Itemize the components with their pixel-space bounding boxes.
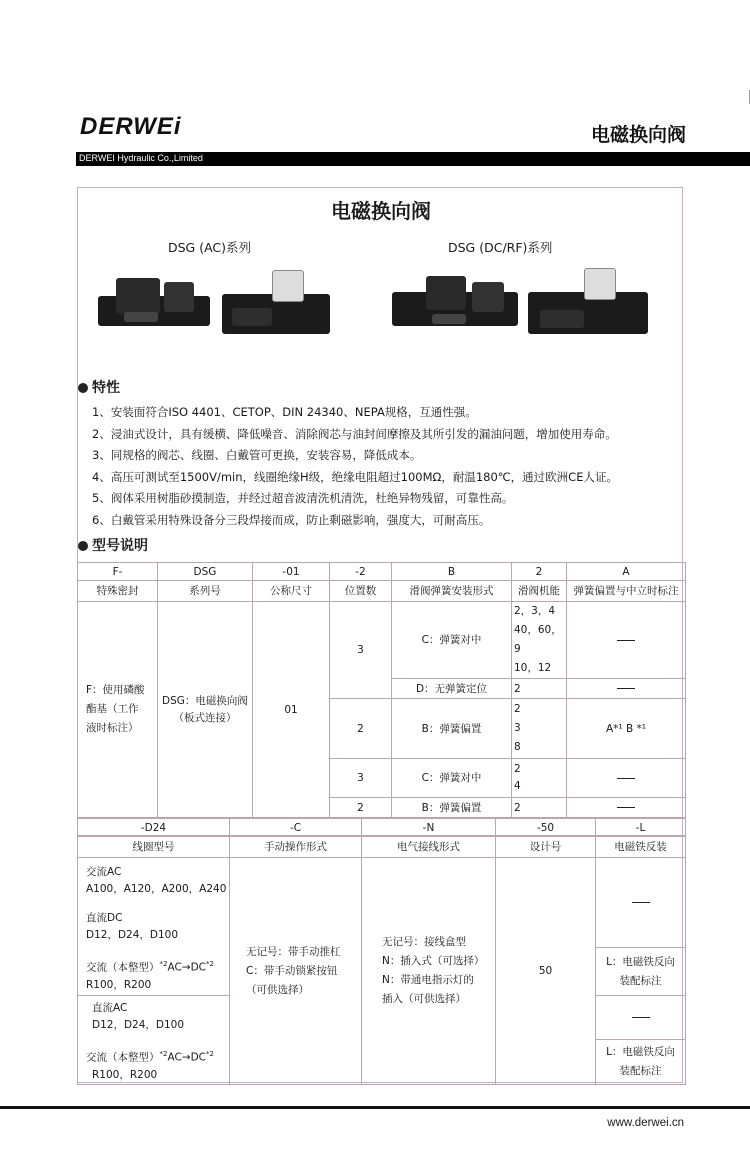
reverse-cell bbox=[596, 996, 686, 1040]
manual-cell: 无记号：带手动推杠 C：带手动锁紧按钮 （可供选择） bbox=[230, 858, 362, 1085]
code-cell: -D24 bbox=[78, 819, 230, 837]
feature-item: 5、阀体采用树脂砂摸制造，并经过超音波清洗机清洗，杜绝异物残留，可靠性高。 bbox=[92, 491, 514, 505]
feature-item: 2、浸油式设计，具有缓横、降低噪音、消除阀芯与油封间摩擦及其所引发的漏油问题，增加使用寿命。 bbox=[92, 426, 617, 441]
feature-item: 4、高压可测试至1500V/min，线圈绝缘H级，绝缘电阻超过100MΩ，耐温180℃，通过欧洲CE人证。 bbox=[92, 469, 618, 484]
header-cell: 电气接线形式 bbox=[362, 837, 496, 858]
company-name: DERWEI Hydraulic Co.,Limited bbox=[79, 153, 203, 163]
spring-cell: C：弹簧对中 bbox=[392, 602, 512, 679]
electric-cell: 无记号：接线盒型 N：插入式（可选择） N：带通电指示灯的 插入（可供选择） bbox=[362, 858, 496, 1085]
table-row bbox=[78, 602, 686, 679]
spring-cell: B：弹簧偏置 bbox=[392, 798, 512, 818]
feature-item: 3、同规格的阀芯、线圈、白戴管可更换，安装容易，降低成本。 bbox=[92, 448, 422, 462]
header-title: 电磁换向阀 bbox=[590, 124, 686, 146]
table-row bbox=[78, 858, 686, 948]
code-cell: -50 bbox=[496, 819, 596, 837]
position-cell: 2 bbox=[330, 699, 392, 759]
header-cell: 特殊密封 bbox=[78, 581, 158, 602]
footer-divider bbox=[0, 1106, 750, 1109]
function-cell: 2 3 8 bbox=[512, 699, 567, 759]
header-cell: 手动操作形式 bbox=[230, 837, 362, 858]
header-cell: 滑阀弹簧安装形式 bbox=[392, 581, 512, 602]
mark-cell bbox=[567, 759, 686, 798]
mark-cell: A*¹ B *¹ bbox=[567, 699, 686, 759]
feature-item: 6、白戴管采用特殊设备分三段焊接而成，防止剩磁影响，强度大，可耐高压。 bbox=[92, 512, 491, 527]
table-row bbox=[78, 837, 686, 858]
series-cell: DSG：电磁换向阀 （板式连接） bbox=[158, 602, 253, 818]
reverse-cell: L：电磁铁反向 装配标注 bbox=[596, 948, 686, 996]
spring-cell: B：弹簧偏置 bbox=[392, 699, 512, 759]
features-list bbox=[92, 402, 618, 531]
bullet-icon bbox=[78, 541, 88, 551]
model-table-2 bbox=[77, 818, 686, 1085]
header-cell: 系列号 bbox=[158, 581, 253, 602]
valve-photo-dc-2 bbox=[528, 268, 648, 344]
design-cell: 50 bbox=[496, 858, 596, 1085]
table-row bbox=[78, 563, 686, 581]
function-cell: 2 bbox=[512, 798, 567, 818]
footer-url[interactable]: www.derwei.cn bbox=[607, 1117, 684, 1129]
model-heading: 型号说明 bbox=[78, 535, 148, 555]
series-label-ac: DSG (AC)系列 bbox=[168, 240, 252, 255]
function-cell: 2，3，4 40，60，9 10，12 bbox=[512, 602, 567, 679]
header-cell: 弹簧偏置与中立时标注 bbox=[567, 581, 686, 602]
coil-cell-2: 直流AC D12，D24，D100 交流（本整型）$^{*2}AC\to DC^{*2}$ R100，R200 bbox=[78, 996, 230, 1085]
header-cell: 设计号 bbox=[496, 837, 596, 858]
mark-cell bbox=[567, 679, 686, 699]
position-cell: 2 bbox=[330, 798, 392, 818]
header-cell: 公称尺寸 bbox=[253, 581, 330, 602]
company-logo: DERWEi bbox=[80, 113, 182, 140]
code-cell: -2 bbox=[330, 563, 392, 581]
position-cell: 3 bbox=[330, 759, 392, 798]
header-cell: 线圈型号 bbox=[78, 837, 230, 858]
code-cell: F- bbox=[78, 563, 158, 581]
reverse-cell bbox=[596, 858, 686, 948]
code-cell: -L bbox=[596, 819, 686, 837]
spring-cell: C：弹簧对中 bbox=[392, 759, 512, 798]
code-cell: A bbox=[567, 563, 686, 581]
header-cell: 电磁铁反装 bbox=[596, 837, 686, 858]
model-table-1 bbox=[77, 562, 686, 836]
spring-cell: D：无弹簧定位 bbox=[392, 679, 512, 699]
valve-photo-ac-2 bbox=[222, 268, 330, 344]
position-cell: 3 bbox=[330, 602, 392, 699]
series-label-dc: DSG (DC/RF)系列 bbox=[448, 240, 553, 255]
features-heading: 特性 bbox=[78, 377, 120, 397]
code-cell: -01 bbox=[253, 563, 330, 581]
bullet-icon bbox=[78, 383, 88, 393]
table-row bbox=[78, 581, 686, 602]
function-cell: 2 4 bbox=[512, 759, 567, 798]
code-cell: 2 bbox=[512, 563, 567, 581]
function-cell: 2 bbox=[512, 679, 567, 699]
valve-photo-ac-1 bbox=[98, 268, 210, 338]
mark-cell bbox=[567, 798, 686, 818]
header-cell: 滑阀机能 bbox=[512, 581, 567, 602]
code-cell: -N bbox=[362, 819, 496, 837]
reverse-cell: L：电磁铁反向 装配标注 bbox=[596, 1040, 686, 1085]
code-cell: DSG bbox=[158, 563, 253, 581]
code-cell: -C bbox=[230, 819, 362, 837]
code-cell: B bbox=[392, 563, 512, 581]
header-cell: 位置数 bbox=[330, 581, 392, 602]
table-row bbox=[78, 819, 686, 837]
valve-photo-dc-1 bbox=[392, 272, 518, 336]
coil-cell-1: 交流AC A100，A120，A200，A240 直流DC D12，D24，D100 交流（本整型）$^{*2}AC\to DC^{*2}$ R100，R200 bbox=[78, 858, 230, 996]
size-cell: 01 bbox=[253, 602, 330, 818]
seal-cell: F：使用磷酸 酯基（工作 液时标注） bbox=[78, 602, 158, 818]
feature-item: 1、安装面符合ISO 4401、CETOP、DIN 24340、NEPA规格，互通性强。 bbox=[92, 405, 477, 419]
main-title: 电磁换向阀 bbox=[331, 199, 431, 223]
company-bar bbox=[76, 152, 750, 166]
mark-cell bbox=[567, 602, 686, 679]
